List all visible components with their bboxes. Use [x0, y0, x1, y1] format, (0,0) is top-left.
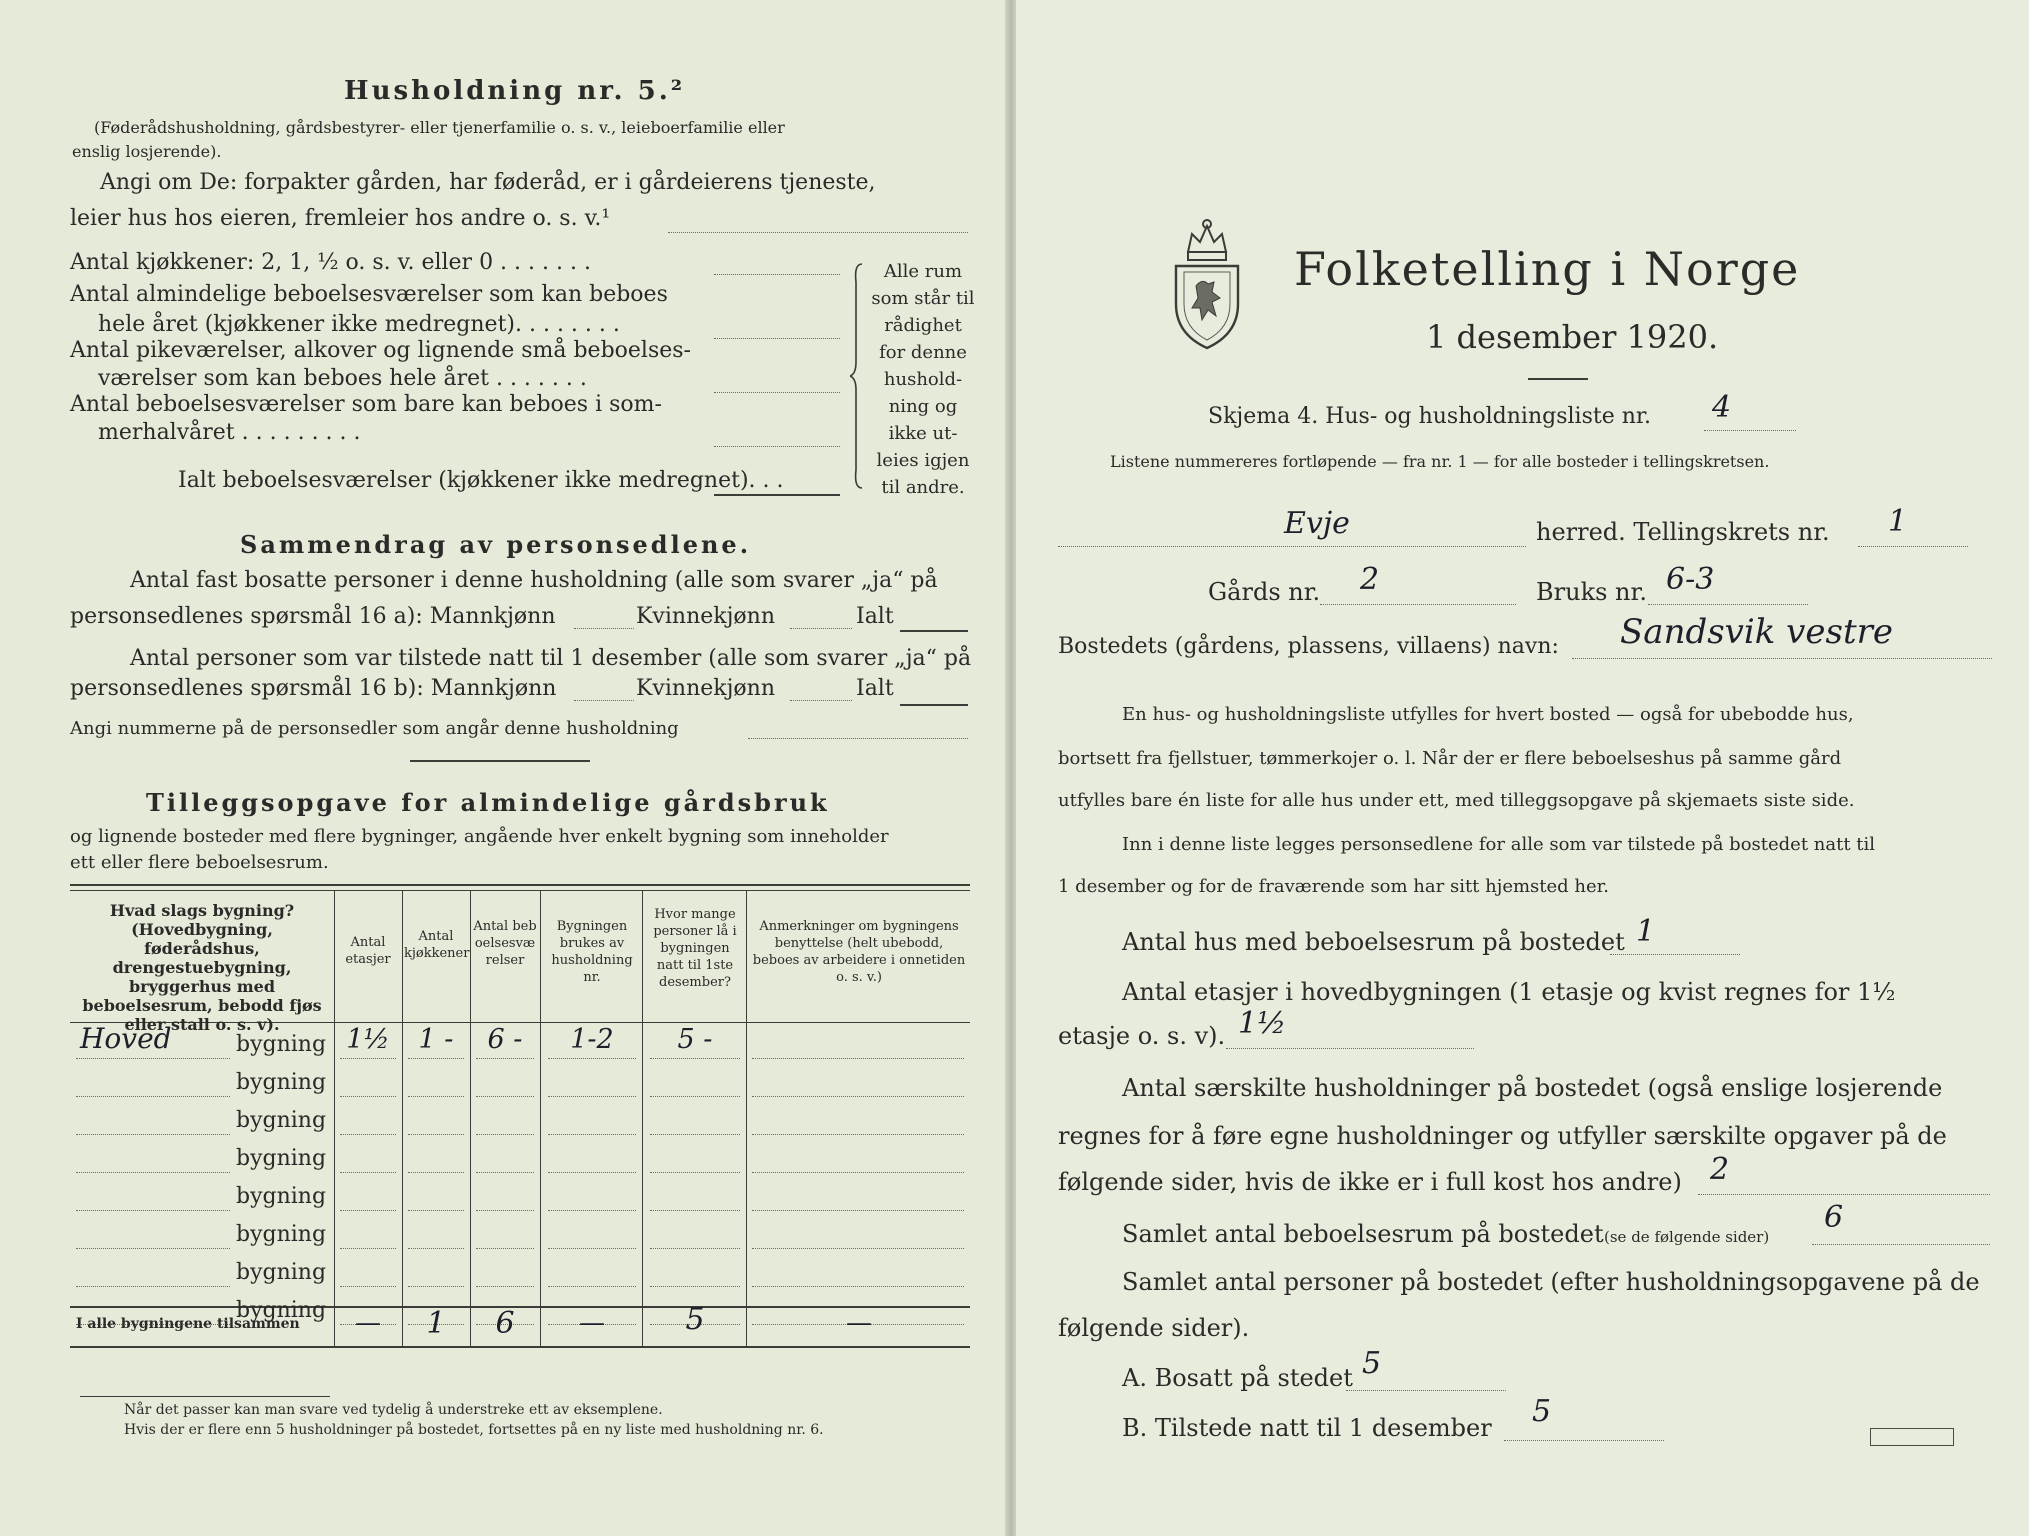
col-header-kjokkener: Antal kjøkkener	[404, 929, 470, 961]
cell-line-kjokkener[interactable]	[408, 1096, 464, 1097]
side-note-line: ikke ut-	[888, 423, 958, 444]
tilstede-ialt-rule	[900, 704, 968, 706]
angi-answer-line[interactable]	[668, 232, 968, 233]
cell-vaerelser[interactable]: 6 -	[487, 1024, 523, 1055]
cell-line-kjokkener[interactable]	[408, 1058, 464, 1059]
footnote-rule	[80, 1396, 330, 1397]
building-label: bygning	[236, 1222, 327, 1247]
side-note-line: rådighet	[884, 315, 962, 336]
col-sep	[334, 890, 335, 1346]
cell-line-vaerelser[interactable]	[476, 1096, 534, 1097]
side-note-line: for denne	[879, 342, 967, 363]
sommer-line2: merhalvåret . . . . . . . . .	[98, 420, 361, 445]
cell-kjokkener[interactable]: 1 -	[418, 1024, 454, 1055]
building-label: bygning	[236, 1298, 327, 1323]
cell-line-anmerkninger[interactable]	[752, 1058, 964, 1059]
cell-line-kjokkener[interactable]	[408, 1248, 464, 1249]
pike-line2: værelser som kan beboes hele året . . . . . . .	[98, 366, 587, 391]
ialt-label-b: Ialt	[856, 676, 894, 701]
cell-line-etasjer[interactable]	[340, 1134, 396, 1135]
sk-line1: Antal særskilte husholdninger på bostedet (også enslige losjerende	[1122, 1074, 1943, 1102]
col-header-building: Hvad slags bygning? (Hovedbygning, føderådshus, drengestuebygning, bryggerhus med beboelsesrum, bebodd fjøs eller stall o. s. v).	[82, 901, 322, 1034]
gards-line[interactable]	[1320, 604, 1516, 605]
cell-line-husholdning[interactable]	[548, 1172, 636, 1173]
col-sep	[402, 890, 403, 1346]
almindelige-line2: hele året (kjøkkener ikke medregnet). . . . . . . .	[98, 312, 620, 337]
skjema-line[interactable]	[1704, 430, 1796, 431]
table-top-rule	[70, 884, 970, 886]
samlet-pers-line2: følgende sider).	[1058, 1314, 1250, 1342]
tilstede-mann-line[interactable]	[574, 700, 634, 701]
herred-line[interactable]	[1058, 546, 1526, 547]
cell-husholdning[interactable]: 1-2	[570, 1024, 614, 1055]
cell-line-husholdning[interactable]	[548, 1248, 636, 1249]
para1-line2: bortsett fra fjellstuer, tømmerkojer o. l. Når der er flere beboelseshus på samme gård	[1058, 748, 1842, 769]
cell-line-personer[interactable]	[650, 1058, 740, 1059]
bosatt-label: A. Bosatt på stedet	[1122, 1364, 1353, 1392]
col-header-personer: Hvor mange personer lå i bygningen natt til 1ste desember?	[653, 907, 737, 990]
krets-value[interactable]: 1	[1888, 504, 1908, 539]
etasjer-line[interactable]	[1226, 1048, 1474, 1049]
bosted-value[interactable]: Sandsvik vestre	[1620, 612, 1893, 652]
side-note-line: Alle rum	[883, 261, 963, 282]
cell-line-vaerelser[interactable]	[476, 1058, 534, 1059]
total-personer: 5	[685, 1302, 705, 1337]
bosatt-value[interactable]: 5	[1362, 1346, 1382, 1381]
etasjer-line1: Antal etasjer i hovedbygningen (1 etasje og kvist regnes for 1½	[1122, 978, 1896, 1006]
bosted-label: Bostedets (gårdens, plassens, villaens) navn:	[1058, 634, 1559, 659]
cell-line-vaerelser[interactable]	[476, 1210, 534, 1211]
kvinne-label-a: Kvinnekjønn	[636, 604, 775, 629]
total-kjokkener: 1	[426, 1306, 446, 1341]
herred-label: herred. Tellingskrets nr.	[1536, 518, 1830, 546]
cell-line-vaerelser[interactable]	[476, 1134, 534, 1135]
etasjer-value[interactable]: 1½	[1238, 1006, 1287, 1041]
cell-line-anmerkninger[interactable]	[752, 1286, 964, 1287]
building-name-line[interactable]	[76, 1286, 230, 1287]
bruks-value[interactable]: 6-3	[1666, 562, 1715, 597]
household-heading: Husholdning nr. 5.²	[344, 76, 686, 106]
etasjer-line2: etasje o. s. v).	[1058, 1022, 1226, 1050]
table-top-rule-2	[70, 890, 970, 891]
samlet-rum-value[interactable]: 6	[1824, 1200, 1844, 1235]
building-name-line[interactable]	[76, 1096, 230, 1097]
building-label: bygning	[236, 1260, 327, 1285]
total-vaerelser: 6	[495, 1306, 515, 1341]
cell-line-vaerelser[interactable]	[476, 1172, 534, 1173]
building-name-line[interactable]	[76, 1172, 230, 1173]
cell-line-anmerkninger[interactable]	[752, 1210, 964, 1211]
total-anmerkninger: —	[846, 1308, 872, 1338]
tillegg-line1: og lignende bosteder med flere bygninger, angående hver enkelt bygning som inneholder	[70, 826, 889, 847]
total-label: I alle bygningene tilsammen	[76, 1316, 300, 1332]
hus-value[interactable]: 1	[1636, 914, 1656, 949]
cell-line-personer[interactable]	[650, 1096, 740, 1097]
kjokkener-answer-line[interactable]	[714, 274, 840, 275]
footnote-1: Når det passer kan man svare ved tydelig å understreke ett av eksemplene.	[124, 1402, 663, 1418]
side-note	[868, 258, 978, 501]
side-note-line: hushold-	[883, 369, 963, 390]
col-header-husholdning: Bygningen brukes av husholdning nr.	[551, 919, 633, 985]
bruks-label: Bruks nr.	[1536, 578, 1647, 606]
building-label: bygning	[236, 1032, 327, 1057]
title-divider	[1528, 378, 1588, 380]
col-header-etasjer: Antal etasjer	[345, 935, 391, 967]
cell-line-etasjer[interactable]	[340, 1058, 396, 1059]
right-page	[1016, 0, 2029, 1536]
cell-line-etasjer[interactable]	[340, 1172, 396, 1173]
tilstede-value[interactable]: 5	[1532, 1394, 1552, 1429]
col-header-anmerkninger: Anmerkninger om bygningens benyttelse (helt ubebodd, beboes av arbeidere i onnetiden o. s. v.)	[752, 919, 966, 985]
building-name-line[interactable]	[76, 1058, 230, 1059]
almindelige-line1: Antal almindelige beboelsesværelser som kan beboes	[70, 282, 668, 307]
building-name-value[interactable]: Hoved	[80, 1022, 172, 1055]
ialt-rooms-label: Ialt beboelsesværelser (kjøkkener ikke medregnet). . .	[178, 468, 784, 493]
tillegg-line2: ett eller flere beboelsesrum.	[70, 852, 329, 873]
building-name-line[interactable]	[76, 1210, 230, 1211]
gards-value[interactable]: 2	[1360, 562, 1380, 597]
col-sep	[642, 890, 643, 1346]
building-name-line[interactable]	[76, 1248, 230, 1249]
herred-value[interactable]: Evje	[1284, 506, 1350, 541]
listene-note: Listene nummereres fortløpende — fra nr. 1 — for alle bosteder i tellingskretsen.	[1110, 452, 1770, 471]
cell-line-husholdning[interactable]	[548, 1134, 636, 1135]
almindelige-answer-line[interactable]	[714, 338, 840, 339]
ialt-rule	[714, 494, 840, 496]
cell-line-anmerkninger[interactable]	[752, 1172, 964, 1173]
angi-line2: leier hus hos eieren, fremleier hos andre o. s. v.¹	[70, 206, 611, 231]
cell-line-husholdning[interactable]	[548, 1286, 636, 1287]
bosatt-line[interactable]	[1346, 1390, 1506, 1391]
sommer-answer-line[interactable]	[714, 446, 840, 447]
cell-line-personer[interactable]	[650, 1210, 740, 1211]
cell-line-vaerelser[interactable]	[476, 1248, 534, 1249]
samlet-pers-line1: Samlet antal personer på bostedet (efter husholdningsopgavene på de	[1122, 1268, 1980, 1296]
cell-line-etasjer[interactable]	[340, 1248, 396, 1249]
para1-line3: utfylles bare én liste for alle hus under ett, med tilleggsopgave på skjemaets siste side.	[1058, 790, 1855, 811]
cell-line-husholdning[interactable]	[548, 1096, 636, 1097]
building-name-line[interactable]	[76, 1134, 230, 1135]
col-sep	[470, 890, 471, 1346]
side-note-line: til andre.	[881, 477, 965, 498]
footnote-2: Hvis der er flere enn 5 husholdninger på bostedet, fortsettes på en ny liste med husholdning nr. 6.	[124, 1422, 824, 1438]
cell-line-etasjer[interactable]	[340, 1096, 396, 1097]
samlet-rum-label: Samlet antal beboelsesrum på bostedet	[1122, 1220, 1604, 1248]
cell-line-personer[interactable]	[650, 1172, 740, 1173]
cell-line-husholdning[interactable]	[548, 1210, 636, 1211]
cell-line-kjokkener[interactable]	[408, 1210, 464, 1211]
sommer-line1: Antal beboelsesværelser som bare kan beboes i som-	[70, 392, 662, 417]
gards-label: Gårds nr.	[1208, 578, 1321, 606]
cell-line-etasjer[interactable]	[340, 1210, 396, 1211]
side-note-line: ning og	[888, 396, 958, 417]
sk-line2: regnes for å føre egne husholdninger og utfyller særskilte opgaver på de	[1058, 1122, 1947, 1150]
fast-line1: Antal fast bosatte personer i denne husholdning (alle som svarer „ja“ på	[130, 568, 938, 593]
intro-text-line1: (Føderådshusholdning, gårdsbestyrer- eller tjenerfamilie o. s. v., leieboerfamilie eller	[94, 118, 785, 137]
cell-line-personer[interactable]	[650, 1286, 740, 1287]
cell-line-anmerkninger[interactable]	[752, 1096, 964, 1097]
sk-line3: følgende sider, hvis de ikke er i full kost hos andre)	[1058, 1168, 1682, 1196]
side-note-line: leies igjen	[876, 450, 970, 471]
printer-stamp-icon	[1870, 1428, 1954, 1446]
tilstede-line1: Antal personer som var tilstede natt til 1 desember (alle som svarer „ja“ på	[130, 646, 972, 671]
form-date: 1 desember 1920.	[1426, 318, 1719, 356]
building-label: bygning	[236, 1108, 327, 1133]
hus-line[interactable]	[1610, 954, 1740, 955]
cell-line-kjokkener[interactable]	[408, 1134, 464, 1135]
pike-line1: Antal pikeværelser, alkover og lignende små beboelses-	[70, 338, 691, 363]
sammendrag-title: Sammendrag av personsedlene.	[240, 530, 752, 559]
building-label: bygning	[236, 1070, 327, 1095]
fast-ialt-rule	[900, 630, 968, 632]
cell-line-anmerkninger[interactable]	[752, 1248, 964, 1249]
total-etasjer: —	[355, 1308, 381, 1338]
side-note-line: som står til	[871, 288, 975, 309]
kvinne-label-b: Kvinnekjønn	[636, 676, 775, 701]
fast-line2: personsedlenes spørsmål 16 a): Mannkjønn	[70, 604, 556, 629]
divider	[410, 760, 590, 762]
cell-etasjer[interactable]: 1½	[346, 1024, 390, 1055]
samlet-rum-note: (se de følgende sider)	[1604, 1228, 1770, 1246]
tilstede-line2: personsedlenes spørsmål 16 b): Mannkjønn	[70, 676, 557, 701]
left-page	[0, 0, 1008, 1536]
brace-icon	[850, 262, 866, 490]
bruks-line[interactable]	[1648, 604, 1808, 605]
cell-line-anmerkninger[interactable]	[752, 1134, 964, 1135]
nummerne-line[interactable]	[748, 738, 968, 739]
norway-coat-of-arms-icon	[1168, 212, 1246, 352]
col-sep	[746, 890, 747, 1346]
col-header-vaerelser: Antal beboelsesværelser	[473, 919, 537, 968]
cell-line-etasjer[interactable]	[340, 1286, 396, 1287]
sk-value[interactable]: 2	[1710, 1152, 1730, 1187]
para2-line2: 1 desember og for de fraværende som har sitt hjemsted her.	[1058, 876, 1609, 897]
kjokkener-label: Antal kjøkkener: 2, 1, ½ o. s. v. eller 0 . . . . . . .	[70, 250, 591, 275]
cell-line-personer[interactable]	[650, 1248, 740, 1249]
cell-line-vaerelser[interactable]	[476, 1286, 534, 1287]
krets-line[interactable]	[1858, 546, 1968, 547]
tilstede-kvinne-line[interactable]	[790, 700, 852, 701]
angi-line1: Angi om De: forpakter gården, har føderåd, er i gårdeierens tjeneste,	[100, 170, 876, 195]
skjema-value[interactable]: 4	[1712, 390, 1732, 425]
tillegg-title: Tilleggsopgave for almindelige gårdsbruk	[146, 788, 830, 817]
samlet-rum-line[interactable]	[1812, 1244, 1990, 1245]
fast-kvinne-line[interactable]	[790, 628, 852, 629]
cell-line-husholdning[interactable]	[548, 1058, 636, 1059]
bosted-line[interactable]	[1572, 658, 1992, 659]
table-bottom-rule	[70, 1346, 970, 1348]
cell-line-personer[interactable]	[650, 1134, 740, 1135]
tilstede-line[interactable]	[1504, 1440, 1664, 1441]
form-title: Folketelling i Norge	[1294, 242, 1801, 296]
sk-line[interactable]	[1698, 1194, 1990, 1195]
cell-line-kjokkener[interactable]	[408, 1172, 464, 1173]
building-label: bygning	[236, 1184, 327, 1209]
cell-personer[interactable]: 5 -	[677, 1024, 713, 1055]
hus-label: Antal hus med beboelsesrum på bostedet	[1122, 928, 1625, 956]
cell-line-kjokkener[interactable]	[408, 1286, 464, 1287]
building-label: bygning	[236, 1146, 327, 1171]
ialt-label-a: Ialt	[856, 604, 894, 629]
para2-line1: Inn i denne liste legges personsedlene for alle som var tilstede på bostedet natt til	[1122, 834, 1876, 855]
total-husholdning: —	[579, 1308, 605, 1338]
intro-text-line2: enslig losjerende).	[72, 142, 222, 161]
pike-answer-line[interactable]	[714, 392, 840, 393]
col-sep	[540, 890, 541, 1346]
tilstede-label: B. Tilstede natt til 1 desember	[1122, 1414, 1492, 1442]
nummerne-label: Angi nummerne på de personsedler som angår denne husholdning	[70, 718, 679, 739]
para1-line1: En hus- og husholdningsliste utfylles for hvert bosted — også for ubebodde hus,	[1122, 704, 1854, 725]
fast-mann-line[interactable]	[574, 628, 634, 629]
skjema-label: Skjema 4. Hus- og husholdningsliste nr.	[1208, 404, 1651, 429]
